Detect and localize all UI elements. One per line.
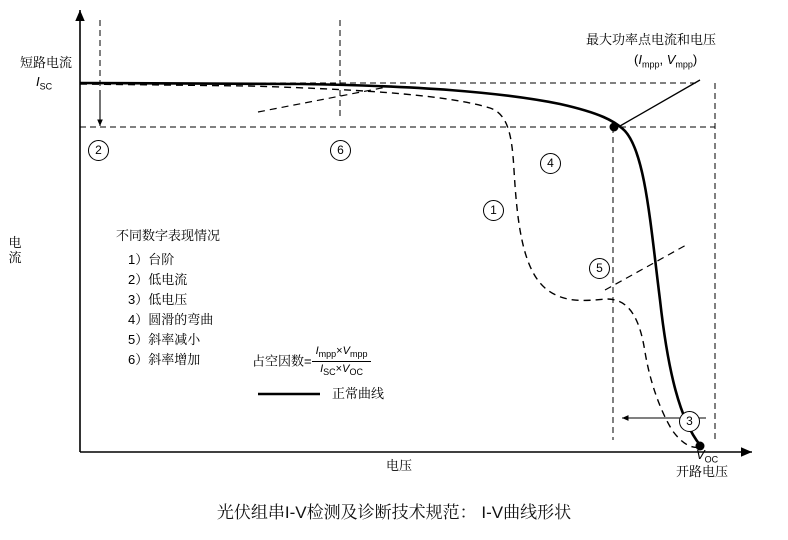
ff-den-v: V <box>342 363 350 376</box>
fill-factor-denominator <box>312 362 372 378</box>
open-circuit-voltage-label: 开路电压 <box>676 464 729 479</box>
fill-factor-label: 占空因数= <box>252 353 312 369</box>
callout-1: 1 <box>483 200 504 221</box>
ff-num-v-sub: mpp <box>349 349 368 360</box>
isc-symbol-sub: SC <box>39 81 53 92</box>
fill-factor-fraction <box>312 345 372 379</box>
figure-caption: 光伏组串I-V检测及诊断技术规范： I-V曲线形状 <box>216 503 572 522</box>
legend-item: 1）台阶 <box>128 252 175 267</box>
mpp-paren-close: ) <box>692 52 698 67</box>
impp-main: I <box>638 52 642 67</box>
legend-items <box>128 250 213 370</box>
slope-decrease-tangent <box>605 244 688 290</box>
mpp-annotation-symbols <box>634 52 697 71</box>
isc-symbol <box>36 74 52 93</box>
fill-factor-formula <box>252 345 371 379</box>
legend-item: 6）斜率增加 <box>128 352 201 367</box>
y-axis-title: 电流 <box>8 235 22 265</box>
ff-den-times: × <box>335 363 343 376</box>
fill-factor-numerator <box>312 345 372 362</box>
ff-den-v-sub: OC <box>349 367 363 378</box>
voc-symbol-main: V <box>696 447 705 462</box>
vmpp-main: V <box>666 52 676 67</box>
callout-6: 6 <box>330 140 351 161</box>
legend-heading: 不同数字表现情况 <box>116 228 221 243</box>
ff-num-i-sub: mpp <box>318 349 337 360</box>
ff-den-i: I <box>320 363 324 376</box>
x-axis-title: 电压 <box>386 458 413 473</box>
isc-symbol-main: I <box>36 74 40 89</box>
voc-symbol-sub: OC <box>704 454 719 465</box>
ff-den-i-sub: SC <box>323 367 336 378</box>
mpp-annotation-title: 最大功率点电流和电压 <box>586 32 717 47</box>
short-circuit-current-label: 短路电流 <box>19 55 72 70</box>
mpp-point <box>610 123 619 132</box>
callout-4: 4 <box>540 153 561 174</box>
legend-item: 5）斜率减小 <box>128 332 201 347</box>
legend-item: 2）低电流 <box>128 272 188 287</box>
ff-num-v: V <box>342 345 350 357</box>
mpp-leader-line <box>620 80 700 126</box>
legend-item: 4）圆滑的弯曲 <box>128 312 214 327</box>
ff-num-i: I <box>315 345 319 357</box>
slope-increase-tangent <box>258 86 392 112</box>
callout-5: 5 <box>589 258 610 279</box>
callout-3: 3 <box>679 411 700 432</box>
mpp-comma: , <box>659 52 667 67</box>
vmpp-sub: mpp <box>675 59 693 70</box>
legend-curve-key-label: 正常曲线 <box>332 386 385 401</box>
mpp-paren-open: ( <box>634 52 639 67</box>
callout-2: 2 <box>88 140 109 161</box>
legend-item: 3）低电压 <box>128 292 188 307</box>
ff-num-times: × <box>336 345 343 357</box>
impp-sub: mpp <box>641 59 660 70</box>
